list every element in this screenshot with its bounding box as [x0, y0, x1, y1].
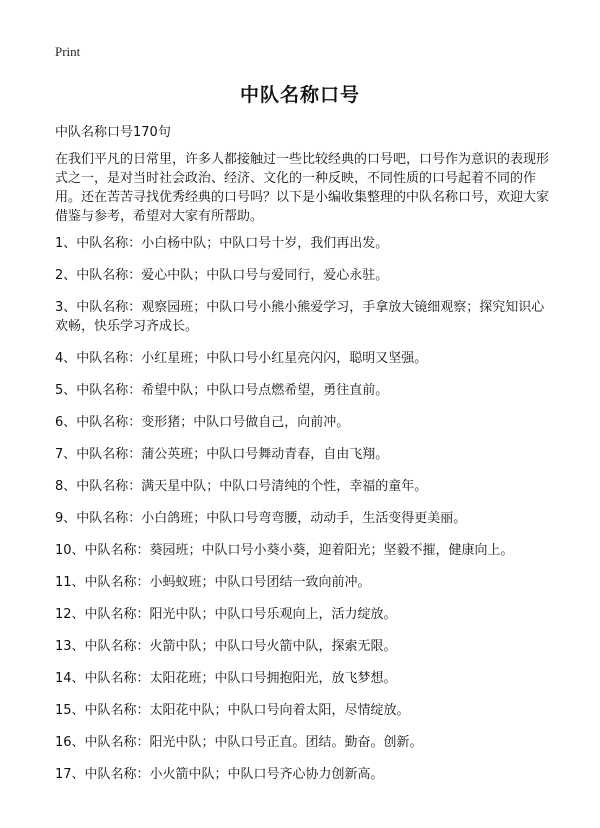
- list-item: 15、中队名称：太阳花中队；中队口号向着太阳，尽情绽放。: [55, 703, 410, 718]
- page-title: 中队名称口号: [239, 84, 360, 106]
- print-link[interactable]: Print: [55, 44, 81, 59]
- slogan-list: [55, 234, 555, 797]
- list-item: 3、中队名称：观察园班；中队口号小熊小熊爱学习，手拿放大镜细观察；探究知识心欢畅，快乐学习齐成长。: [55, 300, 545, 334]
- list-item: 9、中队名称：小白鸽班；中队口号弯弯腰，动动手，生活变得更美丽。: [55, 511, 467, 526]
- list-item: 12、中队名称：阳光中队；中队口号乐观向上，活力绽放。: [55, 607, 397, 622]
- list-item: 13、中队名称：火箭中队；中队口号火箭中队，探索无限。: [55, 639, 397, 654]
- list-item: 17、中队名称：小火箭中队；中队口号齐心协力创新高。: [55, 767, 384, 782]
- intro-paragraph: 在我们平凡的日常里，许多人都接触过一些比较经典的口号吧，口号作为意识的表现形式之一，是对当时社会政治、经济、文化的一种反映，不同性质的口号起着不同的作用。还在苦苦寻找优秀经典的口号吗？以下是小编收集整理的中队名称口号，欢迎大家借鉴与参考，希望对大家有所帮助。: [55, 152, 550, 224]
- list-item: 16、中队名称：阳光中队；中队口号正直。团结。勤奋。创新。: [55, 735, 423, 750]
- list-item: 1、中队名称：小白杨中队；中队口号十岁，我们再出发。: [55, 236, 389, 251]
- list-item: 10、中队名称：葵园班；中队口号小葵小葵，迎着阳光；坚毅不摧，健康向上。: [55, 543, 514, 558]
- list-item: 6、中队名称：变形猪；中队口号做自己，向前冲。: [55, 415, 350, 430]
- list-item: 5、中队名称：希望中队；中队口号点燃希望，勇往直前。: [55, 383, 389, 398]
- list-item: 2、中队名称：爱心中队；中队口号与爱同行，爱心永驻。: [55, 268, 389, 283]
- list-item: 8、中队名称：满天星中队；中队口号清纯的个性，幸福的童年。: [55, 479, 428, 494]
- list-item: 7、中队名称：蒲公英班；中队口号舞动青春，自由飞翔。: [55, 447, 389, 462]
- list-item: 11、中队名称：小蚂蚁班；中队口号团结一致向前冲。: [55, 575, 371, 590]
- list-item: 14、中队名称：太阳花班；中队口号拥抱阳光，放飞梦想。: [55, 671, 397, 686]
- document-subtitle: 中队名称口号170句: [55, 125, 171, 140]
- list-item: 4、中队名称：小红星班；中队口号小红星亮闪闪，聪明又坚强。: [55, 351, 428, 366]
